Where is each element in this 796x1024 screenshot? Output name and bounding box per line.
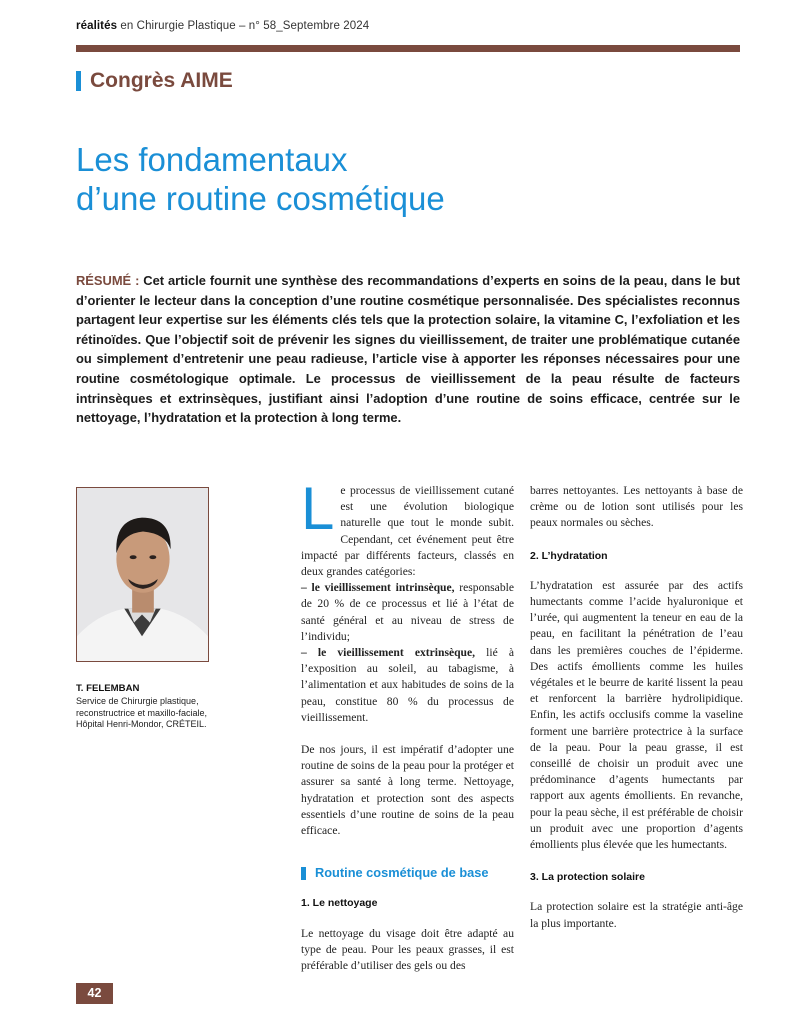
cleansing-text-continued: barres nettoyantes. Les nettoyants à base de crème ou de lotion sont utilisés pour les peaux normales ou sèches.: [530, 484, 743, 530]
body-column-1: [301, 475, 515, 990]
list-item-term: – le vieillissement intrinsèque,: [301, 581, 455, 595]
list-item: [301, 580, 514, 645]
section-heading-label: Routine cosmétique de base: [315, 865, 489, 881]
title-line-1: Les fondamentaux: [76, 141, 348, 178]
hydration-text: L’hydratation est assurée par des actifs humectants comme l’acide hyaluronique et l’urée, qui augmentent la teneur en eau de la peau, en facilitant la pénétration de l’eau dans les premières couches de l’épiderme. Des actifs émollients comme les huiles végétales et le beurre de karité lissent la peau et renforcent la barrière hydrolipidique. Enfin, les actifs occlusifs comme la vaseline forment une barrière protectrice à la surface de la peau. Pour la peau grasse, il est conseillé de choisir un produit avec une prédominance d’agents humectants par rapport aux agents émollients. En revanche, pour la peau sèche, il est préférable de choisir un produit avec une proportion d’agents émollients plus élevée que les humectants.: [530, 578, 743, 852]
list-item-term: – le vieillissement extrinsèque,: [301, 646, 476, 660]
issue-info: en Chirurgie Plastique – n° 58_Septembre 2024: [117, 20, 370, 32]
subheading-hydration: 2. L’hydratation: [530, 549, 608, 562]
dropcap: L: [301, 475, 335, 542]
body-column-2: [530, 483, 743, 948]
intro-text: e processus de vieillissement cutané est une évolution biologique naturelle que tout le monde subit. Cependant, cet événement peut être impacté par différents facteurs, classés en deux grandes catégories:: [301, 484, 514, 579]
rubric-label: Congrès AIME: [90, 69, 233, 92]
author-affiliation: [76, 696, 256, 731]
affiliation-line: Service de Chirurgie plastique,: [76, 696, 199, 706]
list-item-text: lié à l’exposition au soleil, au tabagisme, à l’alimentation et aux habitudes de soins de la peau, constitue 80 % du processus de vieillissement.: [301, 646, 515, 724]
author-name: T. FELEMBAN: [76, 683, 140, 694]
abstract-label: RÉSUMÉ :: [76, 273, 140, 288]
running-head: [76, 20, 369, 32]
abstract-text: Cet article fournit une synthèse des recommandations d’experts en soins de la peau, dans le but d’orienter le lecteur dans la conception d’une routine cosmétique personnalisée. Des spécialistes reconnus partagent leur expertise sur les éléments clés tels que la protection solaire, la vitamine C, l’exfoliation et les rétinoïdes. Que l’objectif soit de prévenir les signes du vieillissement, de traiter une problématique cutanée ou simplement d’entretenir une peau radieuse, l’article vise à apporter les réponses nécessaires pour une routine cosmétologique optimale. Le processus de vieillissement de la peau résulte de facteurs intrinsèques et extrinsèques, justifiant ainsi l’adoption d’une routine de soins efficace, centrée sur le nettoyage, l’hydratation et la protection à long terme.: [76, 273, 740, 426]
subheading-cleansing: 1. Le nettoyage: [301, 897, 378, 910]
affiliation-line: reconstructrice et maxillo-faciale,: [76, 707, 208, 718]
portrait-illustration: [77, 488, 208, 661]
section-heading: [301, 865, 514, 881]
section-heading-bar: [301, 867, 306, 880]
author-photo: [76, 487, 209, 662]
intro-paragraph: [301, 475, 514, 580]
cleansing-text-start: Le nettoyage du visage doit être adapté au type de peau. Pour les peaux grasses, il est préférable d’utiliser des gels ou des: [301, 926, 514, 973]
title-line-2: d’une routine cosmétique: [76, 180, 445, 217]
sun-protection-text: La protection solaire est la stratégie anti-âge la plus importante.: [530, 900, 743, 930]
body-paragraph: De nos jours, il est impératif d’adopter une routine de soins de la peau pour la protéger et assurer sa santé à long terme. Nettoyage, hydratation et protection sont des aspects essentiels d’une routine de soins de la peau efficace.: [301, 743, 514, 838]
article-title: [76, 140, 676, 218]
page-number: 42: [76, 983, 113, 1004]
rubric: [76, 68, 233, 94]
list-item: [301, 645, 514, 726]
list-item-text: responsable de 20 % de ce processus et lié à l’état de santé général et au niveau de stress de l’individu;: [301, 581, 514, 643]
journal-name: réalités: [76, 20, 118, 32]
abstract: [76, 271, 740, 428]
rubric-bar: [76, 71, 81, 91]
affiliation-line: Hôpital Henri-Mondor, CRÉTEIL.: [76, 719, 207, 729]
subheading-sun-protection: 3. La protection solaire: [530, 871, 645, 884]
top-rule: [76, 45, 740, 52]
